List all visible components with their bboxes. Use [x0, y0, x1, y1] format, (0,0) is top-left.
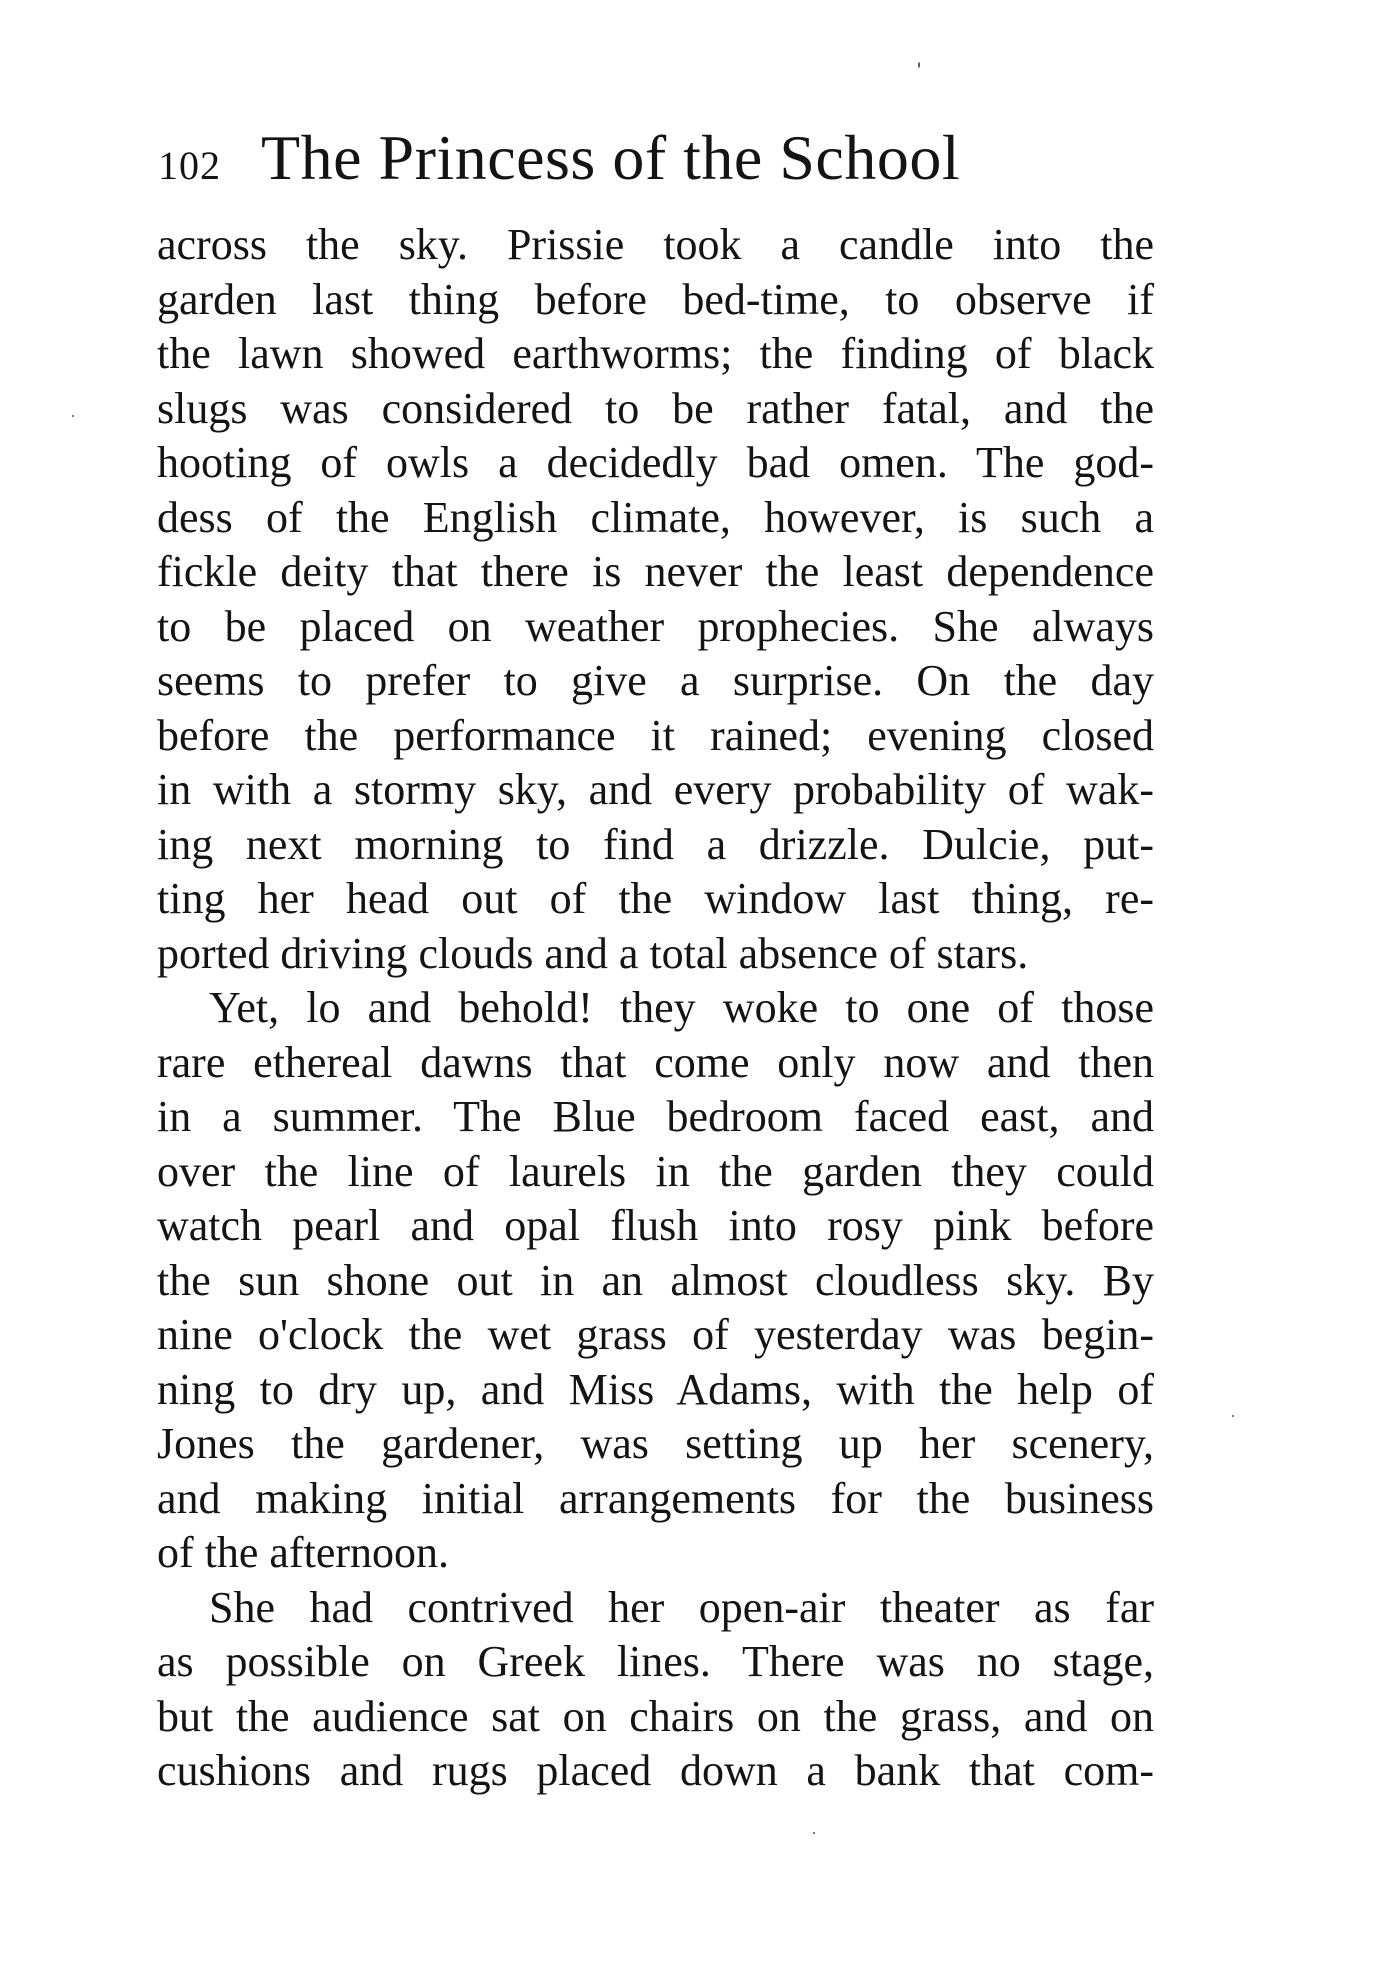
- text-line: ported driving clouds and a total absence of stars.: [157, 928, 1029, 978]
- text-line: across the sky. Prissie took a candle into the: [157, 220, 1154, 269]
- text-line: dess of the English climate, however, is such a: [157, 492, 1154, 542]
- running-title: The Princess of the School: [261, 122, 961, 193]
- text-line: rare ethereal dawns that come only now and then: [157, 1037, 1154, 1087]
- page-number: 102: [158, 143, 221, 188]
- text-line: nine o'clock the wet grass of yesterday was begin-: [157, 1310, 1154, 1359]
- text-line: of the afternoon.: [157, 1528, 449, 1577]
- text-line: ing next morning to find a drizzle. Dulcie, put-: [157, 819, 1154, 869]
- text-line: over the line of laurels in the garden they could: [157, 1146, 1154, 1196]
- text-line: ning to dry up, and Miss Adams, with the help of: [157, 1364, 1154, 1414]
- text-line: in with a stormy sky, and every probability of wak-: [157, 765, 1154, 814]
- text-line: cushions and rugs placed down a bank that com-: [157, 1746, 1154, 1795]
- scan-speck: [72, 415, 74, 417]
- text-line: hooting of owls a decidedly bad omen. The god-: [157, 438, 1154, 487]
- text-line: the lawn showed earthworms; the finding of black: [157, 329, 1154, 378]
- text-line: Jones the gardener, was setting up her scenery,: [157, 1419, 1154, 1468]
- text-line: to be placed on weather prophecies. She always: [157, 601, 1154, 651]
- text-line: ting her head out of the window last thing, re-: [157, 874, 1154, 923]
- text-line: before the performance it rained; evening closed: [157, 710, 1154, 760]
- text-line: watch pearl and opal flush into rosy pink before: [157, 1201, 1154, 1250]
- text-line: garden last thing before bed-time, to observe if: [157, 274, 1154, 324]
- text-line: seems to prefer to give a surprise. On the day: [157, 656, 1154, 705]
- text-line: fickle deity that there is never the least dependence: [157, 547, 1154, 596]
- text-line: the sun shone out in an almost cloudless sky. By: [157, 1255, 1154, 1305]
- scan-speck: [918, 62, 920, 68]
- text-line: Yet, lo and behold! they woke to one of those: [209, 983, 1154, 1032]
- text-line: and making initial arrangements for the business: [157, 1473, 1154, 1523]
- text-line: She had contrived her open-air theater as far: [209, 1582, 1154, 1632]
- running-header: [158, 118, 1158, 198]
- body-text: [157, 218, 1154, 1799]
- scan-speck: [813, 1832, 815, 1834]
- text-line: as possible on Greek lines. There was no stage,: [157, 1637, 1154, 1686]
- text-line: but the audience sat on chairs on the grass, and on: [157, 1691, 1154, 1741]
- text-line: in a summer. The Blue bedroom faced east, and: [157, 1092, 1154, 1141]
- text-line: slugs was considered to be rather fatal, and the: [157, 383, 1154, 433]
- scan-speck: [1232, 1415, 1234, 1417]
